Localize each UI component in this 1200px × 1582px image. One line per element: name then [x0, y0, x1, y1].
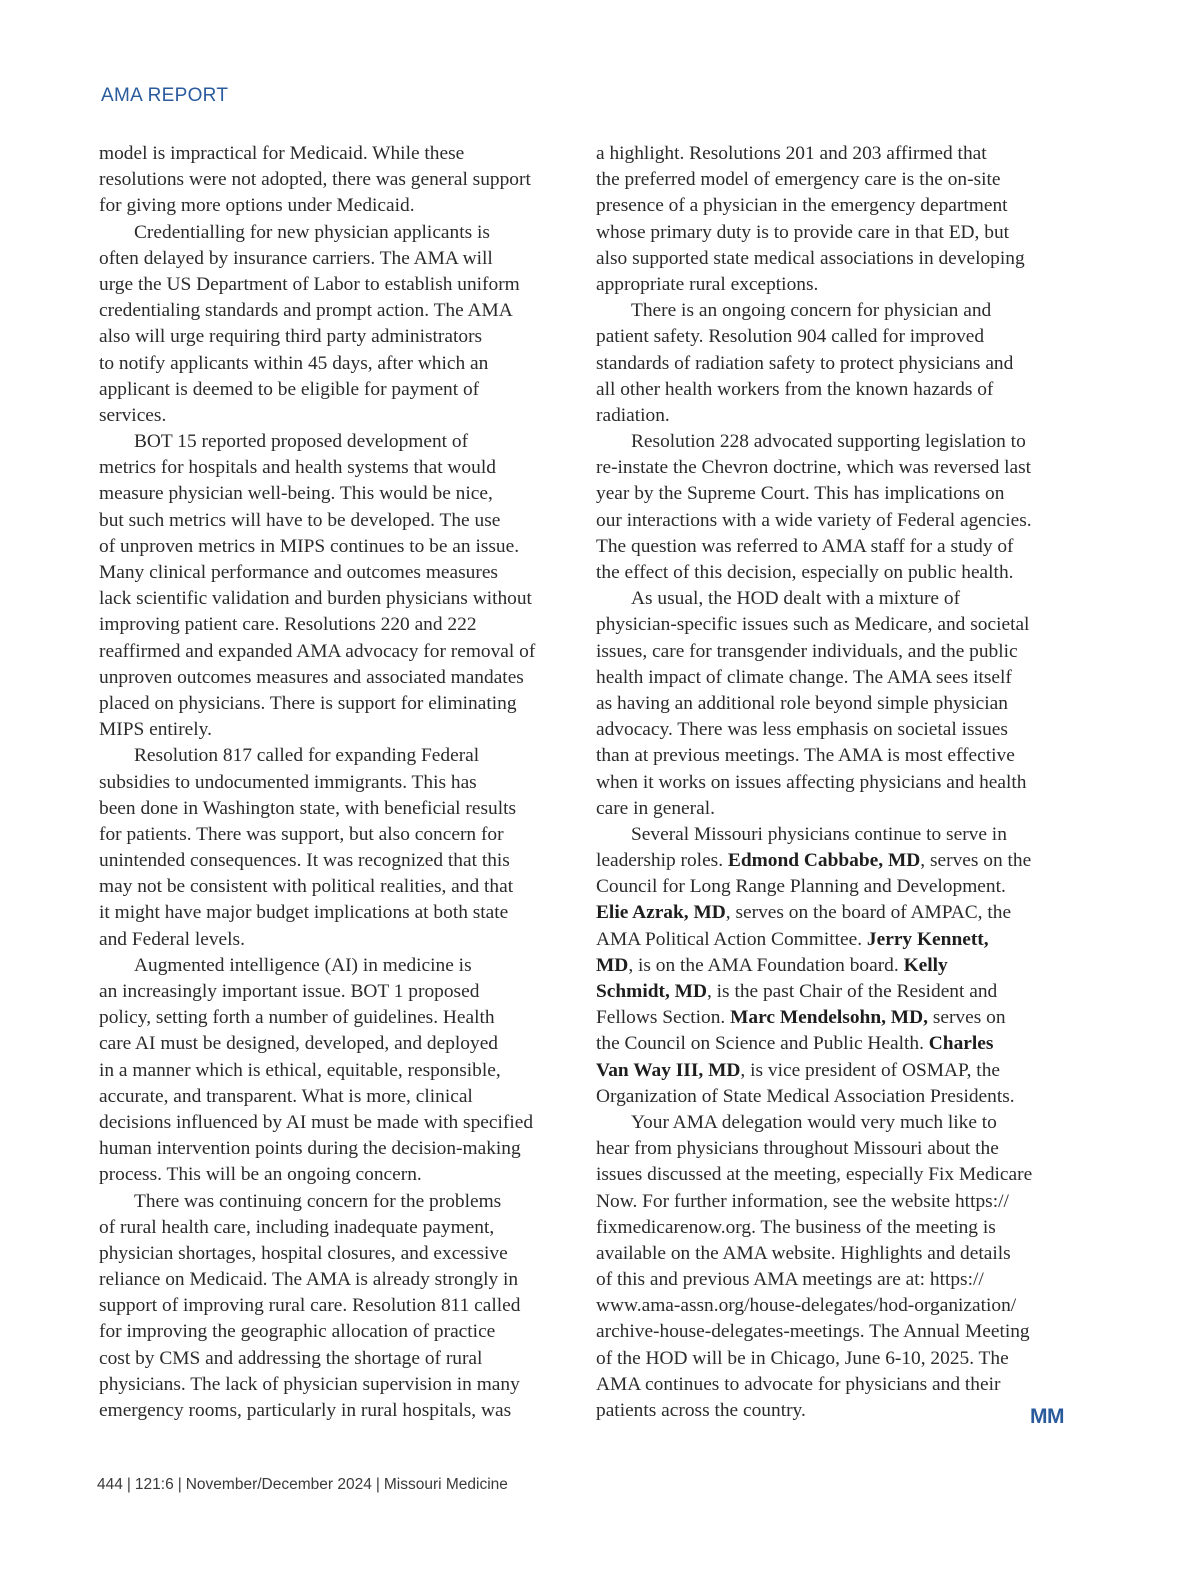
text-line — [99, 1110, 579, 1136]
text-run: unintended consequences. It was recognized that this — [99, 850, 510, 872]
text-run: Credentialling for new physician applicants is — [134, 221, 490, 243]
text-line — [596, 455, 1072, 481]
text-run: for patients. There was support, but also concern for — [99, 823, 504, 845]
text-line — [596, 612, 1072, 638]
text-run: when it works on issues affecting physicians and health — [596, 771, 1027, 793]
text-line — [99, 1189, 579, 1215]
text-line — [99, 1005, 579, 1031]
text-run: health impact of climate change. The AMA sees itself — [596, 666, 1012, 688]
text-run: the preferred model of emergency care is the on-site — [596, 169, 1001, 191]
text-line — [99, 1031, 579, 1057]
text-run: all other health workers from the known hazards of — [596, 378, 994, 400]
text-line — [99, 1319, 579, 1345]
text-run: our interactions with a wide variety of Federal agencies. — [596, 509, 1032, 531]
text-run: Many clinical performance and outcomes measures — [99, 562, 498, 583]
text-run: also will urge requiring third party administrators — [99, 326, 483, 348]
text-run: , serves on the — [920, 850, 1032, 872]
text-run: issues, care for transgender individuals, and the public — [596, 640, 1018, 662]
text-line — [596, 1031, 1072, 1057]
text-line — [596, 1372, 1072, 1398]
text-run: but such metrics will have to be developed. The use — [99, 509, 501, 531]
text-line — [596, 1189, 1072, 1215]
text-line — [596, 508, 1072, 534]
text-line — [596, 927, 1072, 953]
text-line — [596, 377, 1072, 403]
text-run: , is vice president of OSMAP, the — [740, 1059, 1001, 1081]
text-line — [596, 534, 1072, 560]
text-run: Resolution 817 called for expanding Federal — [134, 745, 480, 767]
text-line — [596, 1162, 1072, 1188]
text-line — [596, 403, 1072, 429]
text-run: AMA continues to advocate for physicians and their — [596, 1373, 1001, 1395]
text-line — [99, 193, 579, 219]
section-header: AMA REPORT — [101, 85, 229, 106]
text-line — [99, 1241, 579, 1267]
text-run: model is impractical for Medicaid. While these — [99, 143, 465, 164]
bold-name: MD — [596, 954, 629, 976]
text-run: physicians. The lack of physician supervision in many — [99, 1373, 520, 1395]
text-line — [99, 848, 579, 874]
text-line — [596, 1084, 1072, 1110]
text-line — [99, 717, 579, 743]
text-line — [596, 953, 1072, 979]
bold-name: Van Way III, MD — [596, 1059, 741, 1081]
text-line — [99, 927, 579, 953]
text-run: emergency rooms, particularly in rural hospitals, was — [99, 1400, 512, 1421]
text-run: , serves on the board of AMPAC, the — [725, 902, 1012, 924]
text-run: often delayed by insurance carriers. The AMA will — [99, 247, 493, 269]
text-line — [596, 1215, 1072, 1241]
text-run: advocacy. There was less emphasis on societal issues — [596, 719, 1008, 741]
bold-name: Charles — [928, 1033, 994, 1055]
text-line — [596, 1241, 1072, 1267]
text-run: There was continuing concern for the problems — [134, 1190, 502, 1212]
text-line — [596, 848, 1072, 874]
footer-separator: | — [177, 1476, 182, 1493]
text-line — [99, 534, 579, 560]
text-line — [596, 1346, 1072, 1372]
text-line — [99, 1398, 579, 1424]
text-run: Resolution 228 advocated supporting legislation to — [631, 431, 1026, 453]
text-run: care in general. — [596, 797, 715, 819]
text-run: fixmedicarenow.org. The business of the meeting is — [596, 1216, 996, 1238]
text-line — [596, 481, 1072, 507]
text-run: Your AMA delegation would very much like to — [631, 1111, 997, 1133]
text-line — [596, 220, 1072, 246]
text-run: support of improving rural care. Resolution 811 called — [99, 1295, 521, 1317]
text-run: The question was referred to AMA staff for a study of — [596, 535, 1014, 557]
text-run: There is an ongoing concern for physician and — [631, 300, 992, 322]
article-column-right — [596, 141, 1072, 1424]
bold-name: Edmond Cabbabe, MD — [727, 850, 921, 872]
bold-name: Elie Azrak, MD — [596, 902, 726, 924]
text-run: accurate, and transparent. What is more, clinical — [99, 1085, 473, 1107]
text-line — [596, 1398, 1072, 1424]
text-line — [99, 1162, 579, 1188]
text-run: to notify applicants within 45 days, after which an — [99, 352, 489, 374]
text-run: presence of a physician in the emergency department — [596, 195, 1008, 217]
text-run: care AI must be designed, developed, and deployed — [99, 1033, 498, 1055]
text-line — [596, 1319, 1072, 1345]
text-run: metrics for hospitals and health systems that would — [99, 457, 496, 479]
text-line — [596, 324, 1072, 350]
text-line — [99, 612, 579, 638]
text-run: subsidies to undocumented immigrants. This has — [99, 771, 477, 793]
text-line — [99, 560, 579, 586]
text-run: AMA Political Action Committee. — [596, 928, 867, 950]
text-run: cost by CMS and addressing the shortage of rural — [99, 1347, 483, 1369]
text-run: services. — [99, 404, 167, 426]
text-line — [596, 770, 1072, 796]
text-run: credentialing standards and prompt action. The AMA — [99, 300, 513, 322]
text-line — [99, 508, 579, 534]
text-line — [99, 743, 579, 769]
text-line — [596, 743, 1072, 769]
text-line — [99, 665, 579, 691]
text-run: physician shortages, hospital closures, and excessive — [99, 1242, 508, 1264]
text-run: issues discussed at the meeting, especially Fix Medicare — [596, 1164, 1033, 1186]
text-run: appropriate rural exceptions. — [596, 273, 819, 295]
text-run: reaffirmed and expanded AMA advocacy for removal of — [99, 640, 536, 662]
text-run: patient safety. Resolution 904 called for improved — [596, 326, 985, 348]
text-run: reliance on Medicaid. The AMA is already strongly in — [99, 1269, 519, 1291]
text-run: lack scientific validation and burden physicians without — [99, 588, 532, 610]
text-run: physician-specific issues such as Medicare, and societal — [596, 614, 1030, 636]
text-run: the effect of this decision, especially on public health. — [596, 562, 1014, 583]
text-run: , is on the AMA Foundation board. — [628, 954, 904, 976]
text-run: the Council on Science and Public Health. — [596, 1033, 929, 1055]
article-column-left — [99, 141, 579, 1424]
text-run: policy, setting forth a number of guidelines. Health — [99, 1007, 495, 1029]
text-run: urge the US Department of Labor to establish uniform — [99, 273, 520, 295]
text-run: BOT 15 reported proposed development of — [134, 431, 469, 453]
text-line — [99, 1372, 579, 1398]
text-line — [596, 1136, 1072, 1162]
text-line — [596, 665, 1072, 691]
bold-name: Kelly — [903, 954, 948, 976]
text-run: MIPS entirely. — [99, 719, 212, 741]
page-number: 444 — [97, 1476, 123, 1493]
text-run: Council for Long Range Planning and Development. — [596, 876, 1006, 898]
text-run: placed on physicians. There is support for eliminating — [99, 692, 517, 714]
text-line — [99, 298, 579, 324]
text-run: improving patient care. Resolutions 220 and 222 — [99, 614, 477, 636]
text-line — [99, 377, 579, 403]
text-line — [99, 167, 579, 193]
text-run: Fellows Section. — [596, 1007, 731, 1029]
text-line — [99, 796, 579, 822]
text-line — [99, 246, 579, 272]
text-run: measure physician well-being. This would be nice, — [99, 483, 493, 505]
text-run: in a manner which is ethical, equitable, responsible, — [99, 1059, 501, 1081]
bold-name: Jerry Kennett, — [866, 928, 989, 950]
text-line — [99, 1084, 579, 1110]
text-run: , is the past Chair of the Resident and — [706, 981, 998, 1002]
text-line — [99, 403, 579, 429]
text-run: resolutions were not adopted, there was general support — [99, 169, 531, 191]
text-line — [596, 141, 1072, 167]
text-line — [99, 586, 579, 612]
text-run: re-instate the Chevron doctrine, which was reversed last — [596, 457, 1032, 479]
text-line — [99, 324, 579, 350]
text-line — [99, 822, 579, 848]
text-line — [99, 272, 579, 298]
text-line — [596, 639, 1072, 665]
text-line — [99, 481, 579, 507]
text-run: human intervention points during the decision-making — [99, 1138, 521, 1160]
text-run: decisions influenced by AI must be made with specified — [99, 1111, 534, 1133]
text-line — [99, 770, 579, 796]
text-run: applicant is deemed to be eligible for payment of — [99, 378, 480, 400]
text-line — [99, 429, 579, 455]
text-run: standards of radiation safety to protect physicians and — [596, 352, 1014, 374]
text-run: serves on — [927, 1007, 1006, 1029]
text-run: and Federal levels. — [99, 928, 245, 950]
text-run: Now. For further information, see the website https:// — [596, 1190, 1009, 1212]
text-run: a highlight. Resolutions 201 and 203 affirmed that — [596, 143, 987, 164]
text-run: Organization of State Medical Association Presidents. — [596, 1085, 1015, 1107]
footer-separator: | — [126, 1476, 131, 1493]
text-run: leadership roles. — [596, 850, 728, 872]
text-run: Several Missouri physicians continue to serve in — [631, 823, 1007, 845]
text-run: of rural health care, including inadequate payment, — [99, 1216, 495, 1238]
text-run: as having an additional role beyond simple physician — [596, 692, 1008, 714]
text-run: available on the AMA website. Highlights and details — [596, 1242, 1011, 1264]
text-line — [99, 141, 579, 167]
text-line — [596, 272, 1072, 298]
text-line — [596, 246, 1072, 272]
text-run: whose primary duty is to provide care in that ED, but — [596, 221, 1010, 243]
text-line — [99, 220, 579, 246]
text-line — [99, 1267, 579, 1293]
text-run: hear from physicians throughout Missouri about the — [596, 1138, 999, 1160]
text-line — [596, 429, 1072, 455]
text-run: patients across the country. — [596, 1400, 806, 1421]
text-run: also supported state medical associations in developing — [596, 247, 1025, 269]
text-run: As usual, the HOD dealt with a mixture of — [631, 588, 961, 610]
footer-separator: | — [375, 1476, 380, 1493]
text-line — [99, 1136, 579, 1162]
text-line — [99, 1215, 579, 1241]
text-line — [99, 979, 579, 1005]
text-line — [596, 874, 1072, 900]
text-line — [99, 1293, 579, 1319]
text-line — [596, 822, 1072, 848]
text-run: than at previous meetings. The AMA is most effective — [596, 745, 1015, 767]
text-line — [596, 193, 1072, 219]
text-run: an increasingly important issue. BOT 1 proposed — [99, 981, 480, 1002]
text-line — [596, 691, 1072, 717]
text-line — [596, 586, 1072, 612]
text-line — [596, 1110, 1072, 1136]
text-run: been done in Washington state, with beneficial results — [99, 797, 517, 819]
text-line — [99, 455, 579, 481]
text-run: radiation. — [596, 404, 670, 426]
text-line — [596, 1058, 1072, 1084]
text-run: for giving more options under Medicaid. — [99, 195, 415, 217]
text-line — [99, 874, 579, 900]
text-line — [99, 351, 579, 377]
text-line — [596, 717, 1072, 743]
page-footer — [97, 1476, 508, 1494]
text-line — [596, 167, 1072, 193]
text-line — [596, 796, 1072, 822]
text-run: process. This will be an ongoing concern. — [99, 1164, 422, 1186]
text-line — [99, 1058, 579, 1084]
text-line — [99, 900, 579, 926]
text-run: Augmented intelligence (AI) in medicine is — [134, 954, 472, 976]
end-mark-logo: MM — [1030, 1405, 1064, 1428]
text-line — [596, 1005, 1072, 1031]
text-run: year by the Supreme Court. This has implications on — [596, 483, 1005, 505]
issue-date: November/December 2024 — [185, 1476, 372, 1493]
text-run: of unproven metrics in MIPS continues to be an issue. — [99, 535, 520, 557]
text-line — [596, 900, 1072, 926]
text-run: it might have major budget implications at both state — [99, 902, 509, 924]
bold-name: Marc Mendelsohn, MD, — [730, 1007, 928, 1029]
text-run: for improving the geographic allocation of practice — [99, 1321, 496, 1343]
text-line — [596, 298, 1072, 324]
text-line — [596, 1293, 1072, 1319]
text-line — [596, 979, 1072, 1005]
text-line — [596, 1267, 1072, 1293]
text-line — [99, 691, 579, 717]
journal-name: Missouri Medicine — [383, 1476, 508, 1493]
bold-name: Schmidt, MD — [596, 981, 707, 1002]
text-run: may not be consistent with political realities, and that — [99, 876, 514, 898]
text-run: of this and previous AMA meetings are at: https:// — [596, 1269, 984, 1291]
text-line — [99, 639, 579, 665]
text-run: archive-house-delegates-meetings. The Annual Meeting — [596, 1321, 1030, 1343]
text-run: unproven outcomes measures and associated mandates — [99, 666, 524, 688]
text-line — [99, 953, 579, 979]
text-line — [596, 351, 1072, 377]
text-run: of the HOD will be in Chicago, June 6-10, 2025. The — [596, 1347, 1009, 1369]
text-line — [596, 560, 1072, 586]
text-line — [99, 1346, 579, 1372]
issue-number: 121:6 — [134, 1476, 174, 1493]
text-run: www.ama-assn.org/house-delegates/hod-organization/ — [596, 1295, 1017, 1317]
